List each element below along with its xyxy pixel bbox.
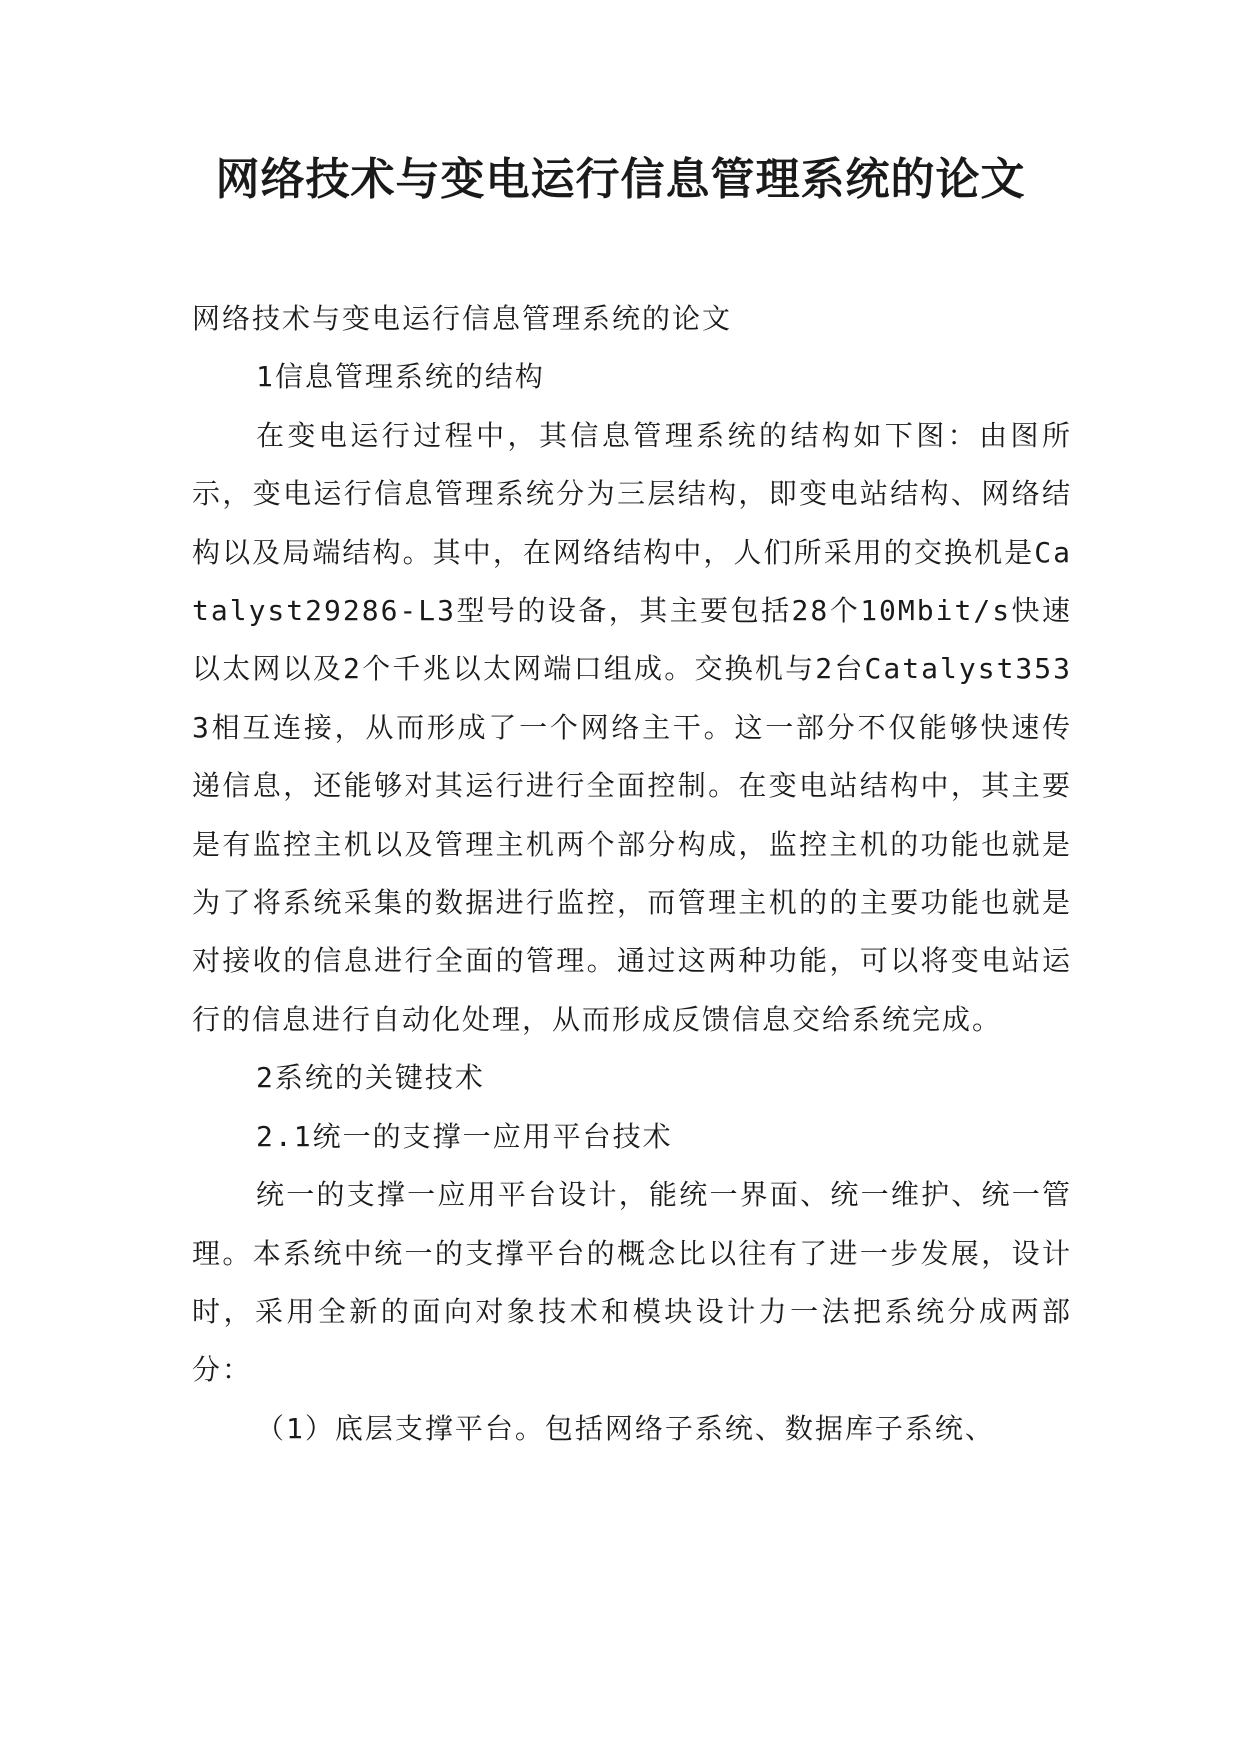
paragraph-structure: 在变电运行过程中，其信息管理系统的结构如下图：由图所示，变电运行信息管理系统分为三层结构，即变电站结构、网络结构以及局端结构。其中，在网络结构中，人们所采用的交换机是Catalyst29286-L3型号的设备，其主要包括28个10Mbit/s快速以太网以及2个千兆以太网端口组成。交换机与2台Catalyst3533相互连接，从而形成了一个网络主干。这一部分不仅能够快速传递信息，还能够对其运行进行全面控制。在变电站结构中，其主要是有监控主机以及管理主机两个部分构成，监控主机的功能也就是为了将系统采集的数据进行监控，而管理主机的的主要功能也就是对接收的信息进行全面的管理。通过这两种功能，可以将变电站运行的信息进行自动化处理，从而形成反馈信息交给系统完成。 xyxy=(192,418,1072,1036)
paragraph-platform: 统一的支撑一应用平台设计，能统一界面、统一维护、统一管理。本系统中统一的支撑平台的概念比以往有了进一步发展，设计时，采用全新的面向对象技术和模块设计力一法把系统分成两部分： xyxy=(192,1178,1072,1387)
document-title: 网络技术与变电运行信息管理系统的论文 xyxy=(215,154,1026,205)
body-subtitle: 网络技术与变电运行信息管理系统的论文 xyxy=(192,302,733,335)
section-heading-1: 1信息管理系统的结构 xyxy=(256,360,545,394)
document-body xyxy=(192,290,1072,1458)
section-heading-2: 2系统的关键技术 xyxy=(256,1061,485,1095)
paragraph-list-item-1: （1）底层支撑平台。包括网络子系统、数据库子系统、 xyxy=(256,1411,995,1445)
subsection-heading-2-1: 2.1统一的支撑一应用平台技术 xyxy=(256,1119,673,1153)
